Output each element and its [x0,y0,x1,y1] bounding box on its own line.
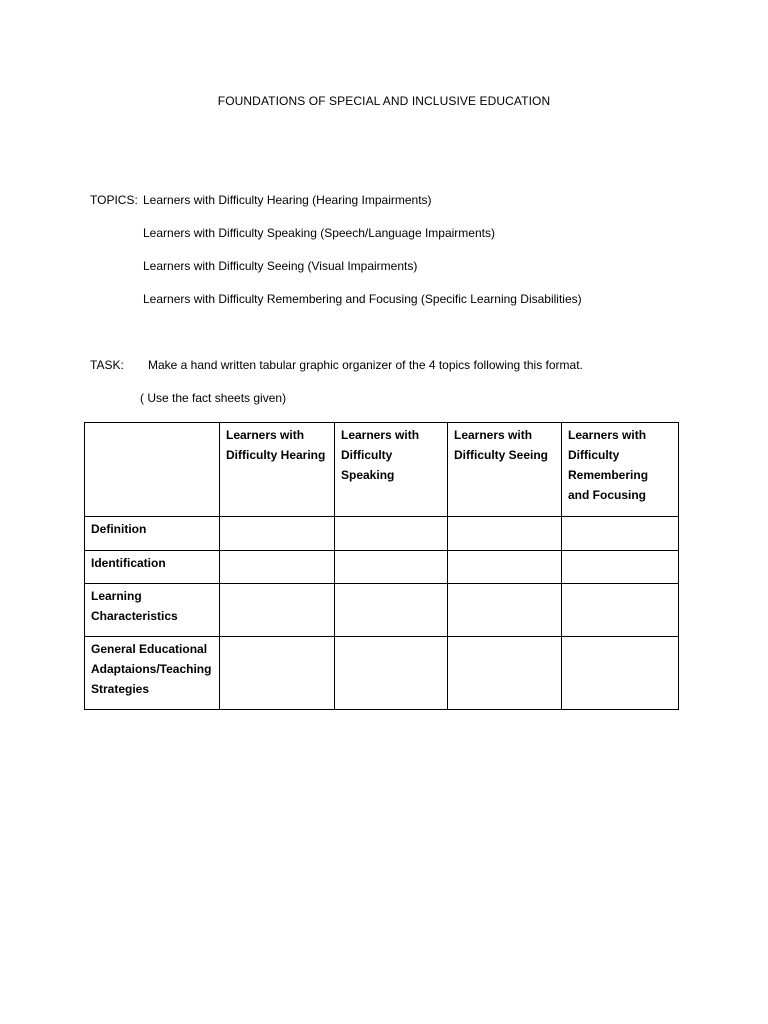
table-cell [562,551,679,584]
topic-item-speaking: Learners with Difficulty Speaking (Speech/Language Impairments) [143,226,495,240]
task-label: TASK: [90,358,124,372]
column-header-seeing: Learners with Difficulty Seeing [448,423,562,517]
row-header-general-adaptations: General Educational Adaptaions/Teaching Strategies [85,637,220,710]
topics-label: TOPICS: [90,193,138,207]
row-header-learning-characteristics: Learning Characteristics [85,584,220,637]
task-text: Make a hand written tabular graphic organizer of the 4 topics following this format. [148,358,583,372]
table-row [85,637,679,710]
column-header-hearing: Learners with Difficulty Hearing [220,423,335,517]
table-cell [335,637,448,710]
table-row [85,551,679,584]
column-header-remembering: Learners with Difficulty Remembering and Focusing [562,423,679,517]
table-cell [335,517,448,551]
table-cell [448,637,562,710]
table-cell [220,517,335,551]
column-header-speaking: Learners with Difficulty Speaking [335,423,448,517]
row-header-identification: Identification [85,551,220,584]
document-title: FOUNDATIONS OF SPECIAL AND INCLUSIVE EDUCATION [217,94,551,108]
topic-item-seeing: Learners with Difficulty Seeing (Visual Impairments) [143,259,418,273]
table-cell [562,637,679,710]
topic-item-remembering: Learners with Difficulty Remembering and Focusing (Specific Learning Disabilities) [143,292,582,306]
table-cell [562,584,679,637]
table-cell [220,551,335,584]
table-corner-cell [85,423,220,517]
row-header-definition: Definition [85,517,220,551]
table-cell [335,584,448,637]
table-cell [562,517,679,551]
graphic-organizer-table [84,422,679,710]
table-cell [220,584,335,637]
table-header-row [85,423,679,517]
table-cell [448,551,562,584]
table-cell [448,517,562,551]
table-row [85,517,679,551]
table-cell [335,551,448,584]
task-note: ( Use the fact sheets given) [140,391,287,405]
topic-item-hearing: Learners with Difficulty Hearing (Hearing Impairments) [143,193,432,207]
table-row [85,584,679,637]
table-cell [448,584,562,637]
table-cell [220,637,335,710]
